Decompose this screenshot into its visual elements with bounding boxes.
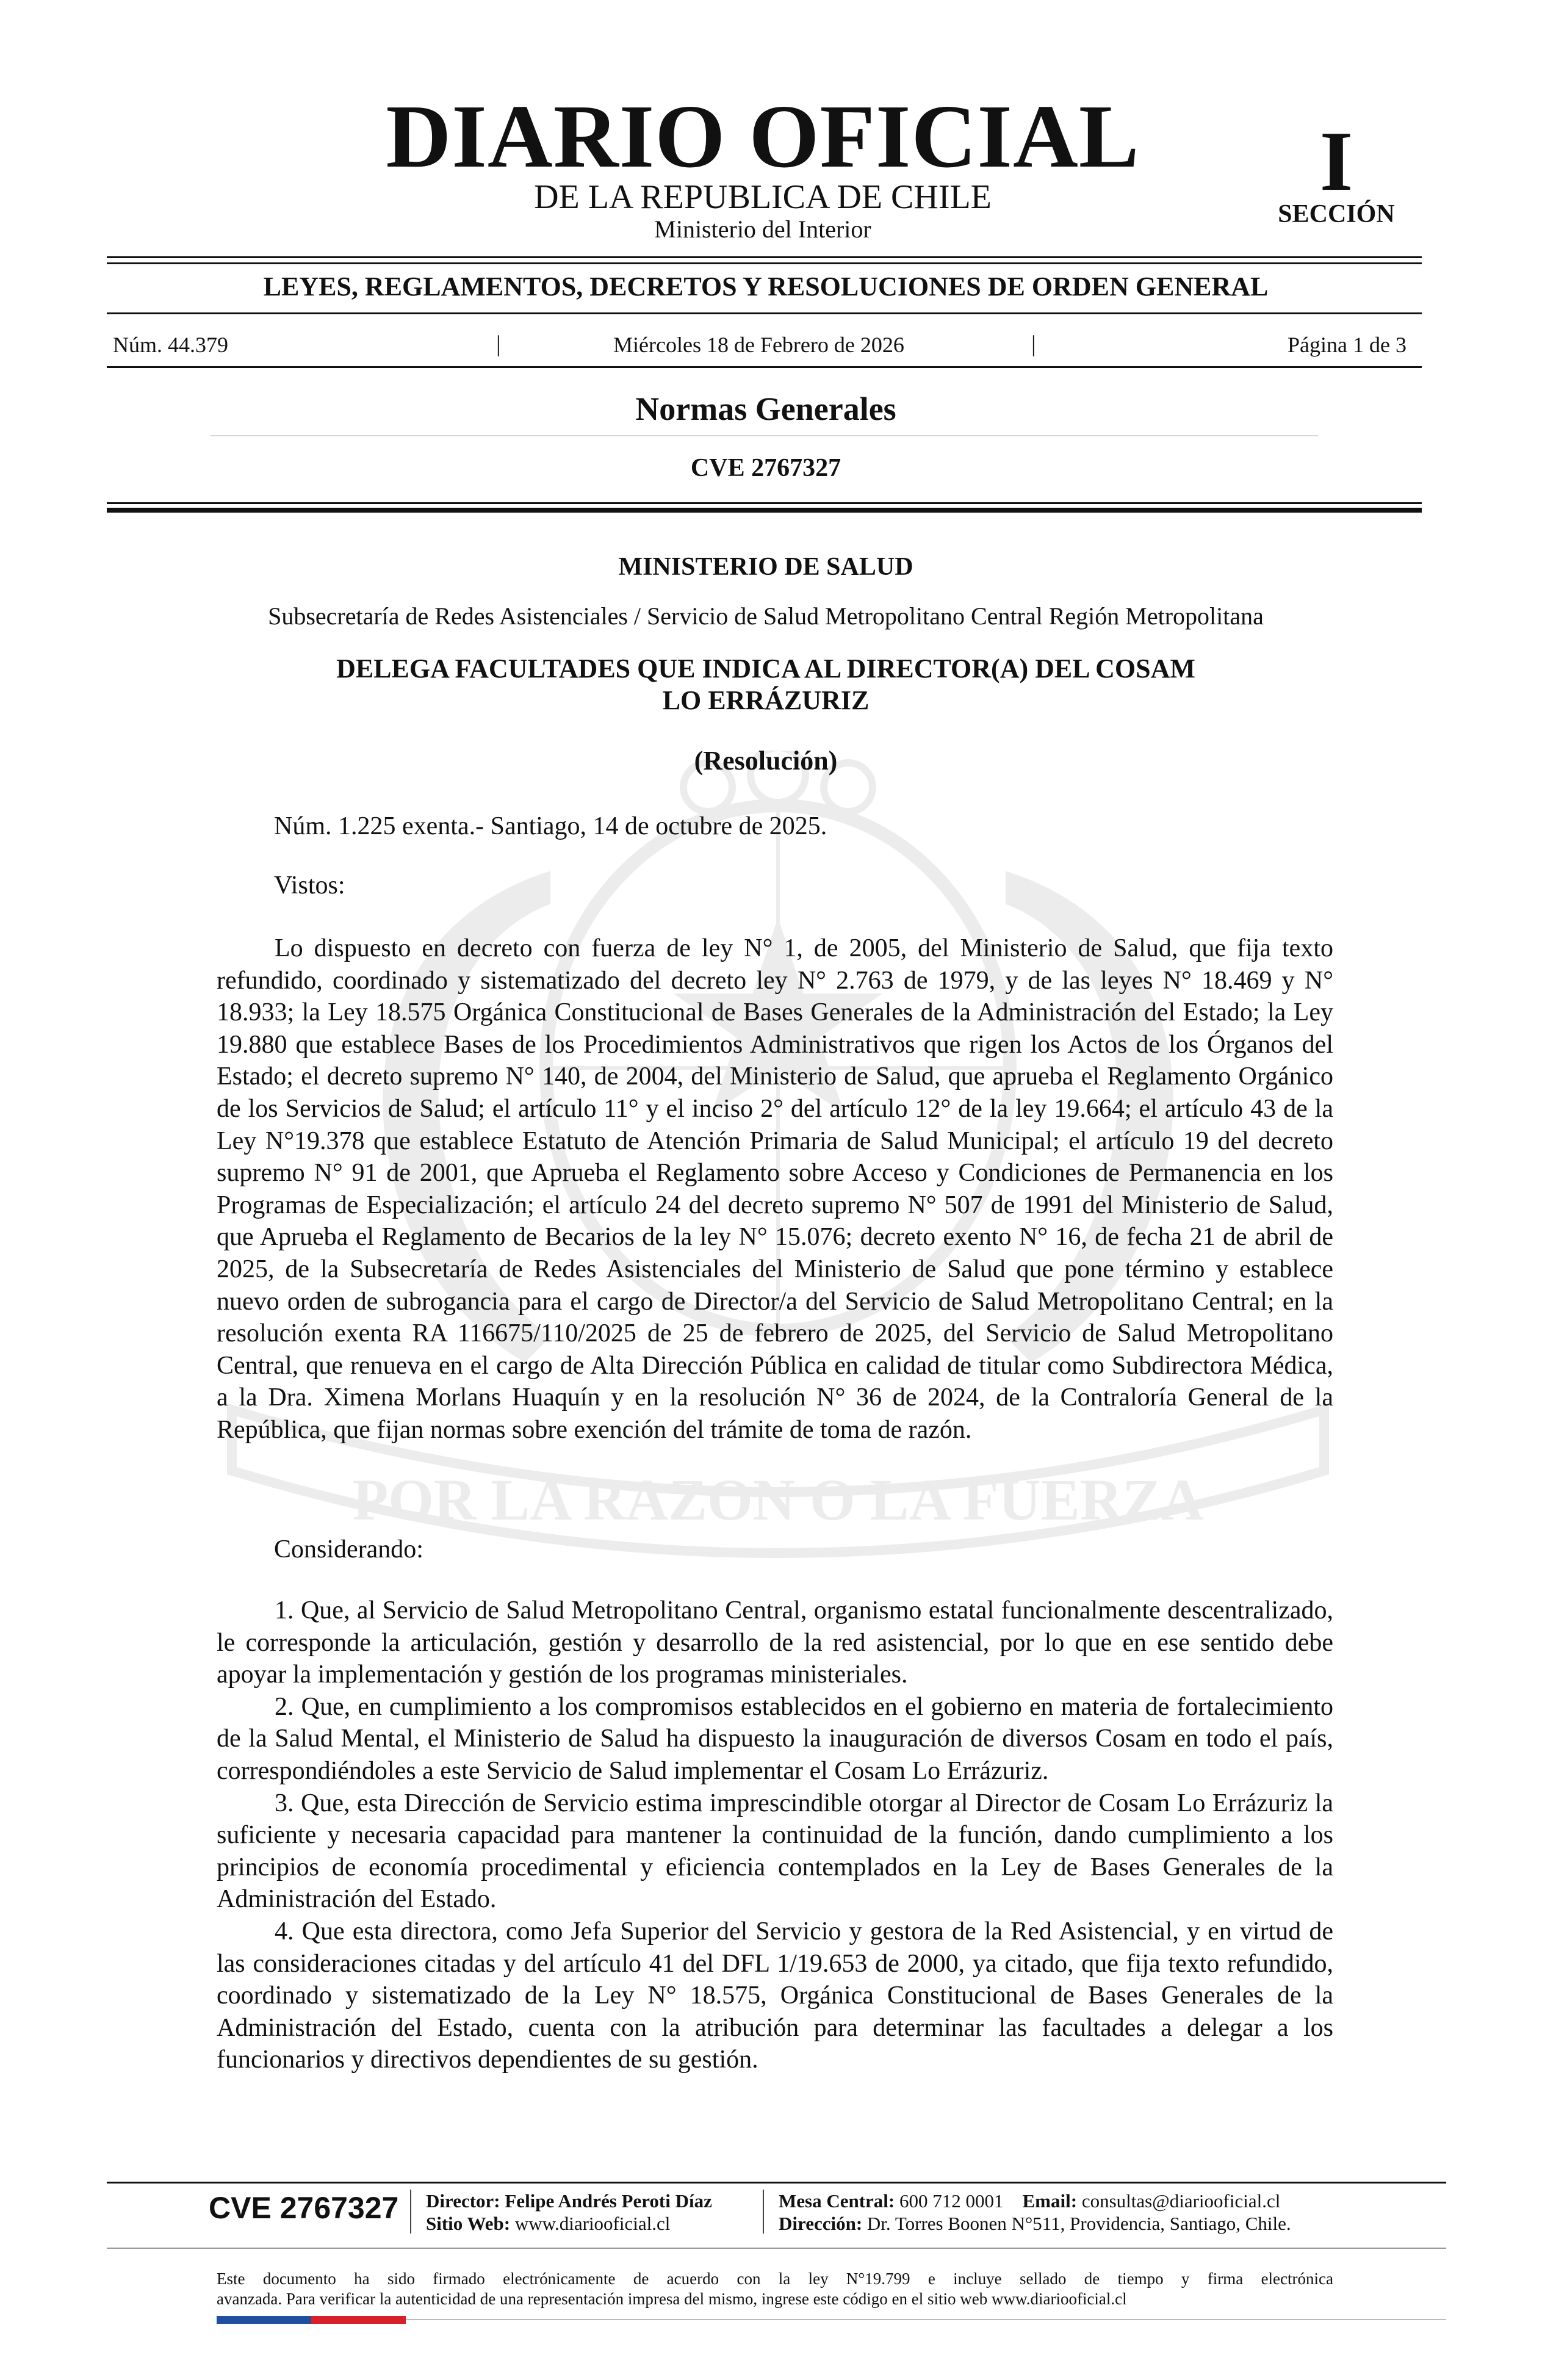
page-indicator: Página 1 de 3 (1288, 333, 1407, 357)
web-label: Sitio Web: (426, 2213, 511, 2234)
considerando-item: 2. Que, en cumplimiento a los compromisos establecidos en el gobierno en materia de fortalecimiento de la Salud Mental, el Ministerio de Salud ha dispuesto la inauguración de diversos Cosam en todo el país, correspondiéndoles a este Servicio de Salud implementar el Cosam Lo Errázuriz. (217, 1692, 1333, 1785)
section-label: SECCIÓN (1278, 200, 1395, 228)
footer-rule-top (107, 2182, 1446, 2183)
banner-rule-bottom (107, 312, 1422, 314)
newspaper-subtitle: DE LA REPUBLICA DE CHILE (534, 178, 992, 216)
signature-notice-line: Este documento ha sido firmado electrónicamente de acuerdo con la ley N°19.799 e incluye sellado de tiempo y firma electrónica (217, 2270, 1333, 2288)
footer-contact-block (779, 2190, 1291, 2235)
considerando-item: 1. Que, al Servicio de Salud Metropolitano Central, organismo estatal funcionalmente descentralizado, le corresponde la articulación, gestión y desarrollo de la red asistencial, por lo que en ese sentido debe apoyar la implementación y gestión de los programas ministeriales. (217, 1596, 1333, 1689)
footer-divider (410, 2190, 411, 2234)
watermark-motto: POR LA RAZON O LA FUERZA (352, 1467, 1204, 1532)
section-number: I (1319, 114, 1353, 209)
issue-number: Núm. 44.379 (113, 333, 228, 357)
email-link[interactable]: consultas@diariooficial.cl (1081, 2190, 1281, 2212)
section-title: Normas Generales (635, 391, 896, 427)
section-divider (211, 435, 1318, 436)
footer-director-block (426, 2190, 712, 2235)
meta-rule (107, 366, 1422, 368)
website-link[interactable]: www.diariooficial.cl (514, 2213, 671, 2234)
issuing-ministry: MINISTERIO DE SALUD (618, 553, 913, 581)
document-title (0, 653, 1532, 716)
issue-date: Miércoles 18 de Febrero de 2026 (613, 333, 904, 357)
signature-notice-line: avanzada. Para verificar la autenticidad de una representación impresa del mismo, ingrese este código en el sitio web www.diariooficial.cl (217, 2290, 1127, 2308)
director-name: Felipe Andrés Peroti Díaz (505, 2190, 712, 2212)
considerando-heading: Considerando: (274, 1535, 423, 1563)
category-banner: LEYES, REGLAMENTOS, DECRETOS Y RESOLUCIONES DE ORDEN GENERAL (263, 272, 1269, 301)
flag-stripe-blue (217, 2316, 311, 2324)
document-title-line: LO ERRÁZURIZ (662, 685, 870, 715)
cve-code: CVE 2767327 (690, 454, 841, 482)
flag-stripe-red (311, 2316, 406, 2324)
address-label: Dirección: (779, 2213, 863, 2234)
section-rule-thin (107, 502, 1422, 504)
masthead-rule-top (107, 256, 1422, 258)
vistos-text: Lo dispuesto en decreto con fuerza de ley N° 1, de 2005, del Ministerio de Salud, que fija texto refundido, coordinado y sistematizado del decreto ley N° 2.763 de 1979, y de las leyes N° 18.469 y N° 18.933; la Ley 18.575 Orgánica Constitucional de Bases Generales de la Administración del Estado; la Ley 19.880 que establece Bases de los Procedimientos Administrativos que rigen los Actos de los Órganos del Estado; el decreto supremo N° 140, de 2004, del Ministerio de Salud, que aprueba el Reglamento Orgánico de los Servicios de Salud; el artículo 11° y el inciso 2° del artículo 12° de la ley 19.664; el artículo 43 de la Ley N°19.378 que establece Estatuto de Atención Primaria de Salud Municipal; el artículo 19 del decreto supremo N° 91 de 2001, que Aprueba el Reglamento sobre Acceso y Condiciones de Permanencia en los Programas de Especialización; el artículo 24 del decreto supremo N° 507 de 1991 del Ministerio de Salud, que Aprueba el Reglamento de Becarios de la ley N° 15.076; decreto exento N° 16, de fecha 21 de abril de 2025, de la Subsecretaría de Redes Asistenciales del Ministerio de Salud que pone término y establece nuevo orden de subrogancia para el cargo de Director/a del Servicio de Salud Metropolitano Central; en la resolución exenta RA 116675/110/2025 de 25 de febrero de 2025, del Servicio de Salud Metropolitano Central, que renueva en el cargo de Alta Dirección Pública en calidad de titular como Subdirectora Médica, a la Dra. Ximena Morlans Huaquín y en la resolución N° 36 de 2024, de la Contraloría General de la República, que fijan normas sobre exención del trámite de toma de razón. (217, 934, 1333, 1444)
considerando-item: 4. Que esta directora, como Jefa Superior del Servicio y gestora de la Red Asistencial, y en virtud de las consideraciones citadas y del artículo 41 del DFL 1/19.653 de 2000, ya citado, que fija texto refundido, coordinado y sistematizado de la Ley N° 18.575, Orgánica Constitucional de Bases Generales de la Administración del Estado, cuenta con la atribución para determinar las facultades a delegar a los funcionarios y directivos dependientes de su gestión. (217, 1917, 1333, 2074)
considerandos-list (217, 1595, 1333, 2076)
resolution-number: Núm. 1.225 exenta.- Santiago, 14 de octubre de 2025. (274, 812, 827, 840)
footer-rule-mid (107, 2248, 1446, 2249)
phone-label: Mesa Central: (779, 2190, 895, 2212)
vistos-paragraph (217, 932, 1333, 1446)
considerando-item: 3. Que, esta Dirección de Servicio estima imprescindible otorgar al Director de Cosam Lo Errázuriz la suficiente y necesaria capacidad para mantener la continuidad de la función, dando cumplimiento a los principios de economía procedimental y eficiencia contemplados en la Ley de Bases Generales de la Administración del Estado. (217, 1789, 1333, 1914)
masthead-rule-top-double (107, 262, 1422, 264)
vistos-heading: Vistos: (274, 871, 345, 900)
director-label: Director: (426, 2190, 500, 2212)
meta-separator: | (496, 331, 501, 357)
issuing-subsecretaria: Subsecretaría de Redes Asistenciales / Servicio de Salud Metropolitano Central Región Metropolitana (268, 602, 1264, 630)
document-type: (Resolución) (694, 746, 838, 776)
newspaper-title: DIARIO OFICIAL (386, 87, 1140, 187)
footer-divider (763, 2190, 764, 2234)
meta-separator: | (1031, 331, 1036, 357)
section-rule-thick (107, 508, 1422, 513)
footer-cve: CVE 2767327 (209, 2191, 399, 2225)
document-title-line: DELEGA FACULTADES QUE INDICA AL DIRECTOR(A) DEL COSAM (336, 654, 1195, 683)
masthead-ministry: Ministerio del Interior (654, 215, 871, 243)
address-value: Dr. Torres Boonen N°511, Providencia, Santiago, Chile. (866, 2213, 1291, 2234)
phone-value: 600 712 0001 (899, 2190, 1004, 2212)
email-label: Email: (1022, 2190, 1078, 2212)
flag-rule (406, 2319, 1446, 2320)
